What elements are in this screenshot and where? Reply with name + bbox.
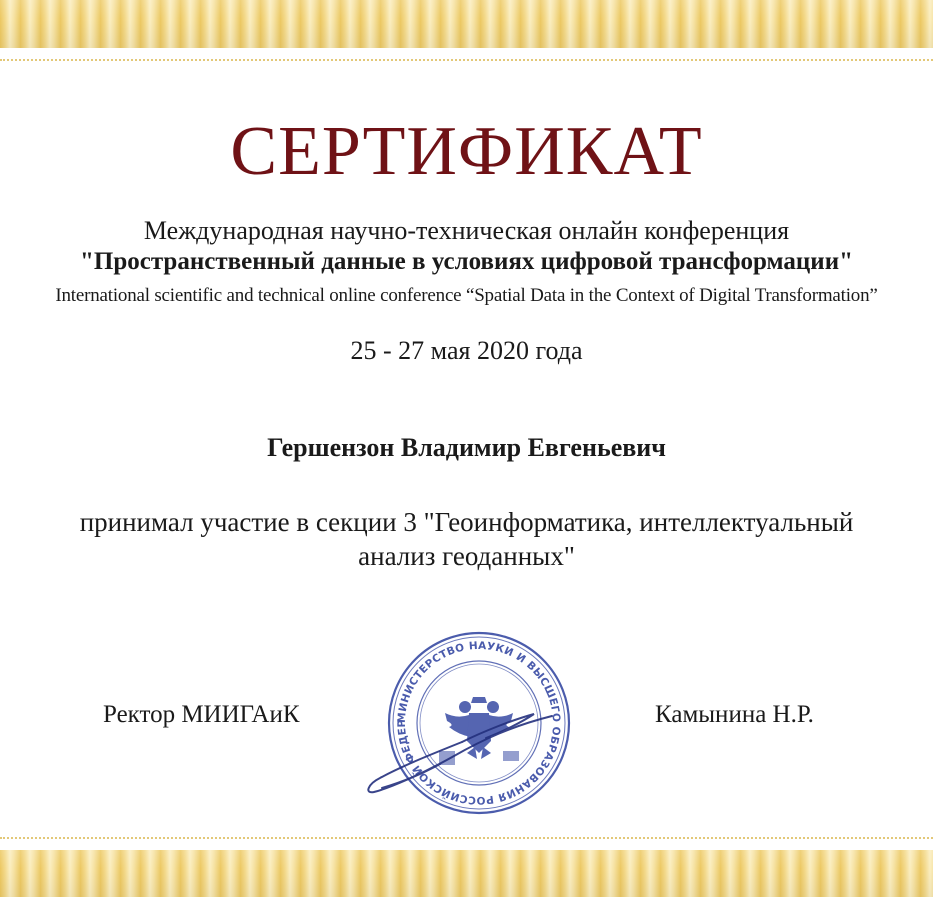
participation-line-2: анализ геоданных" <box>358 541 575 571</box>
top-dotted-divider <box>0 59 933 61</box>
certificate-title: СЕРТИФИКАТ <box>230 113 703 190</box>
seal-text: МИНИСТЕРСТВО НАУКИ И ВЫСШЕГО ОБРАЗОВАНИЯ РОССИЙСКОЙ ФЕДЕР <box>395 639 563 807</box>
eagle-emblem-icon <box>445 697 513 759</box>
conference-description-en: International scientific and technical online conference “Spatial Data in the Context of Digital Transformation” <box>55 285 878 306</box>
signer-name: Камынина Н.Р. <box>655 701 814 728</box>
participation-line-1: принимал участие в секции 3 "Геоинформатика, интеллектуальный <box>79 507 854 537</box>
participant-name: Гершензон Владимир Евгеньевич <box>267 433 666 462</box>
conference-name-ru: "Пространственный данные в условиях цифровой трансформации" <box>80 248 853 275</box>
participation-text <box>0 505 933 573</box>
bottom-gold-border <box>0 850 933 897</box>
university-seal <box>362 628 592 818</box>
conference-dates: 25 - 27 мая 2020 года <box>350 336 583 365</box>
conference-description-ru: Международная научно-техническая онлайн конференция <box>143 216 790 245</box>
rector-label: Ректор МИИГАиК <box>103 701 300 728</box>
bottom-dotted-divider <box>0 837 933 839</box>
top-gold-border <box>0 0 933 48</box>
